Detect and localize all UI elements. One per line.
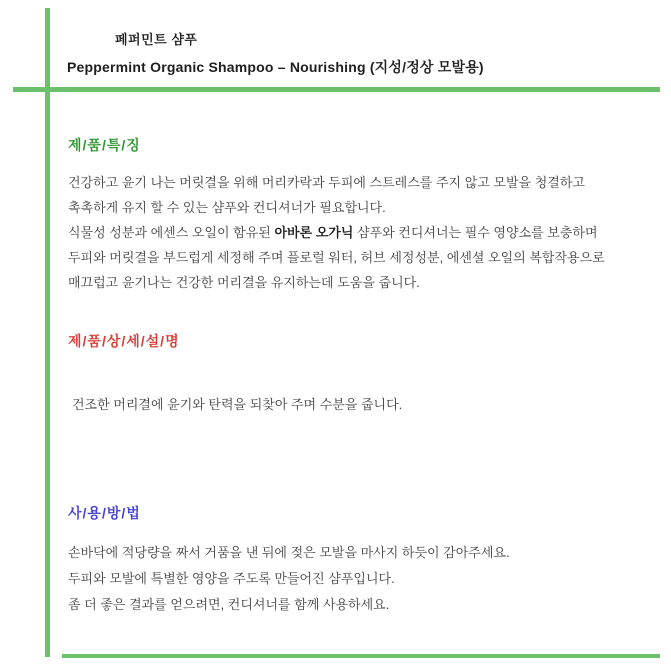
vertical-accent-bar (45, 8, 50, 657)
features-paragraph (68, 170, 605, 295)
features-line-4: 두피와 머릿결을 부드럽게 세정해 주며 플로럴 워터, 허브 세정성분, 에센셜 오일의 복합작용으로 (68, 250, 605, 265)
features-line-3-post: 샴푸와 컨디셔너는 필수 영양소를 보충하며 (353, 225, 598, 240)
details-line: 건조한 머리결에 윤기와 탄력을 되찾아 주며 수분을 줍니다. (72, 397, 403, 412)
usage-paragraph (68, 540, 510, 618)
product-title-english: Peppermint Organic Shampoo – Nourishing (지성/정상 모발용) (67, 59, 484, 75)
features-line-2: 촉촉하게 유지 할 수 있는 샴푸와 컨디셔너가 필요합니다. (68, 200, 386, 215)
bottom-divider-line (62, 654, 660, 658)
features-line-1: 건강하고 윤기 나는 머릿결을 위해 머리카락과 두피에 스트레스를 주지 않고 모발을 청결하고 (68, 175, 585, 190)
features-line-3 (68, 220, 605, 245)
usage-line-1: 손바닥에 적당량을 짜서 거품을 낸 뒤에 젖은 모발을 마사지 하듯이 감아주세요. (68, 545, 510, 560)
section-heading-usage: 사/용/방/법 (68, 505, 141, 521)
top-divider-line (13, 87, 660, 92)
product-title-korean: 페퍼민트 샴푸 (115, 32, 198, 47)
brand-name-bold: 아바론 오가닉 (274, 225, 354, 240)
usage-line-2: 두피와 모발에 특별한 영양을 주도록 만들어진 샴푸입니다. (68, 571, 395, 586)
section-heading-features: 제/품/특/징 (68, 137, 141, 153)
section-heading-details: 제/품/상/세/설/명 (68, 333, 180, 349)
features-line-5: 매끄럽고 윤기나는 건강한 머리결을 유지하는데 도움을 줍니다. (68, 275, 420, 290)
features-line-3-pre: 식물성 성분과 에센스 오일이 함유된 (68, 225, 275, 240)
usage-line-3: 좀 더 좋은 결과를 얻으려면, 컨디셔너를 함께 사용하세요. (68, 597, 390, 612)
